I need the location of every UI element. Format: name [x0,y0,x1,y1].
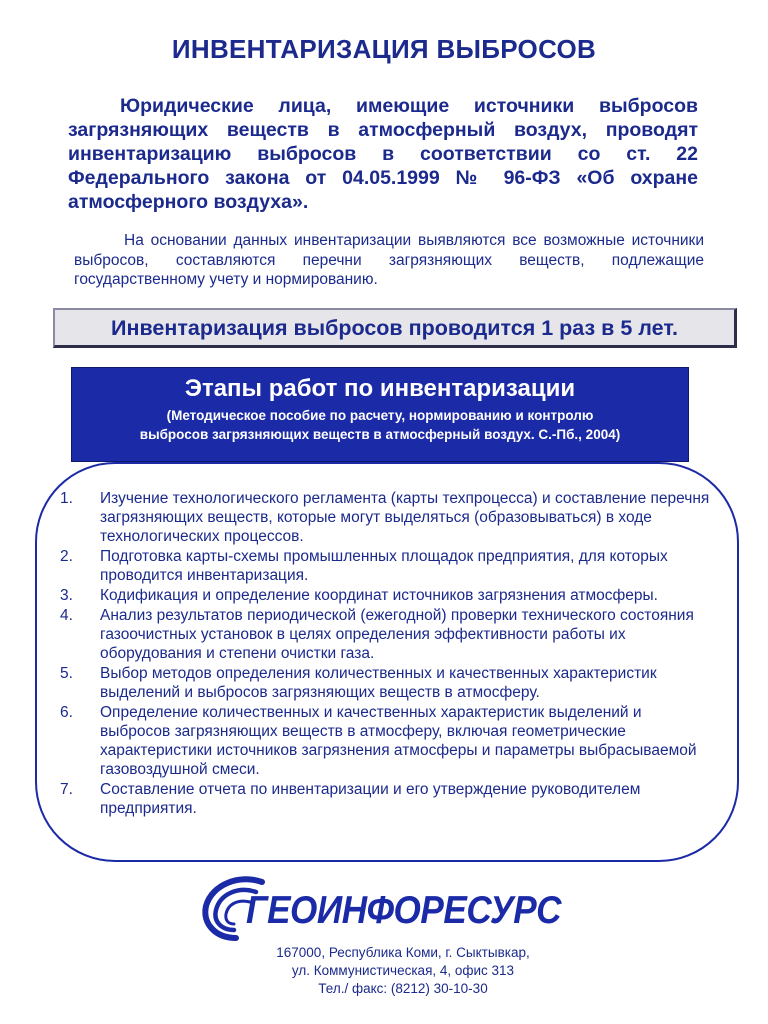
lead-paragraph: Юридические лица, имеющие источники выбросов загрязняющих веществ в атмосферный воздух, проводят инвентаризацию выбросов в соответствии со ст. 22 Федерального закона от 04.05.1999 № 96-ФЗ «Об охране атмосферного воздуха». [68,95,698,213]
list-item [60,606,710,663]
list-item-number: 2. [60,548,73,565]
list-item-text: Изучение технологического регламента (карты техпроцесса) и составление перечня загрязняющих веществ, которые могут выделяться (образовываться) в ходе технологических процессов. [100,490,710,545]
list-item-number: 4. [60,607,73,624]
list-item [60,703,710,779]
list-item [60,780,710,818]
stages-subtitle [72,406,688,444]
list-item-number: 6. [60,704,73,721]
steps-list [60,489,710,819]
list-item-number: 1. [60,490,73,507]
list-item-number: 5. [60,665,73,682]
stages-subtitle-line1: (Методическое пособие по расчету, нормированию и контролю [166,408,594,423]
list-item-text: Определение количественных и качественных характеристик выделений и выбросов загрязняющих веществ в атмосферу, включая геометрические характеристики источников загрязнения атмосферы и параметры выбрасываемой газовоздушной смеси. [100,704,697,778]
list-item [60,664,710,702]
list-item [60,489,710,546]
frequency-banner: Инвентаризация выбросов проводится 1 раз в 5 лет. [53,308,737,348]
stages-subtitle-line2: выбросов загрязняющих веществ в атмосферный воздух. С.-Пб., 2004) [139,427,621,442]
list-item-text: Кодификация и определение координат источников загрязнения атмосферы. [100,587,658,604]
list-item-text: Подготовка карты-схемы промышленных площадок предприятия, для которых проводится инвентаризация. [100,548,668,584]
info-paragraph: На основании данных инвентаризации выявляются все возможные источники выбросов, составляются перечни загрязняющих веществ, подлежащие государственному учету и нормированию. [74,232,704,288]
company-logo-text: ГЕОИНФОРЕСУРС [246,889,562,932]
list-item-number: 7. [60,781,73,798]
address-line2: ул. Коммунистическая, 4, офис 313 [291,963,515,978]
stages-title: Этапы работ по инвентаризации [184,375,576,402]
address-line1: 167000, Республика Коми, г. Сыктывкар, [276,945,530,960]
list-item [60,586,710,605]
stages-header [71,367,689,462]
list-item-text: Составление отчета по инвентаризации и его утверждение руководителем предприятия. [100,781,641,817]
list-item-number: 3. [60,587,73,604]
list-item [60,547,710,585]
list-item-text: Выбор методов определения количественных и качественных характеристик выделений и выбросов загрязняющих веществ в атмосферу. [100,665,657,701]
company-phone: Тел./ факс: (8212) 30-10-30 [318,981,488,996]
page-title: ИНВЕНТАРИЗАЦИЯ ВЫБРОСОВ [171,34,597,64]
company-address [238,944,568,998]
list-item-text: Анализ результатов периодической (ежегодной) проверки технического состояния газоочистных установок в целях определения эффективности работы их оборудования и степени очистки газа. [100,607,694,662]
